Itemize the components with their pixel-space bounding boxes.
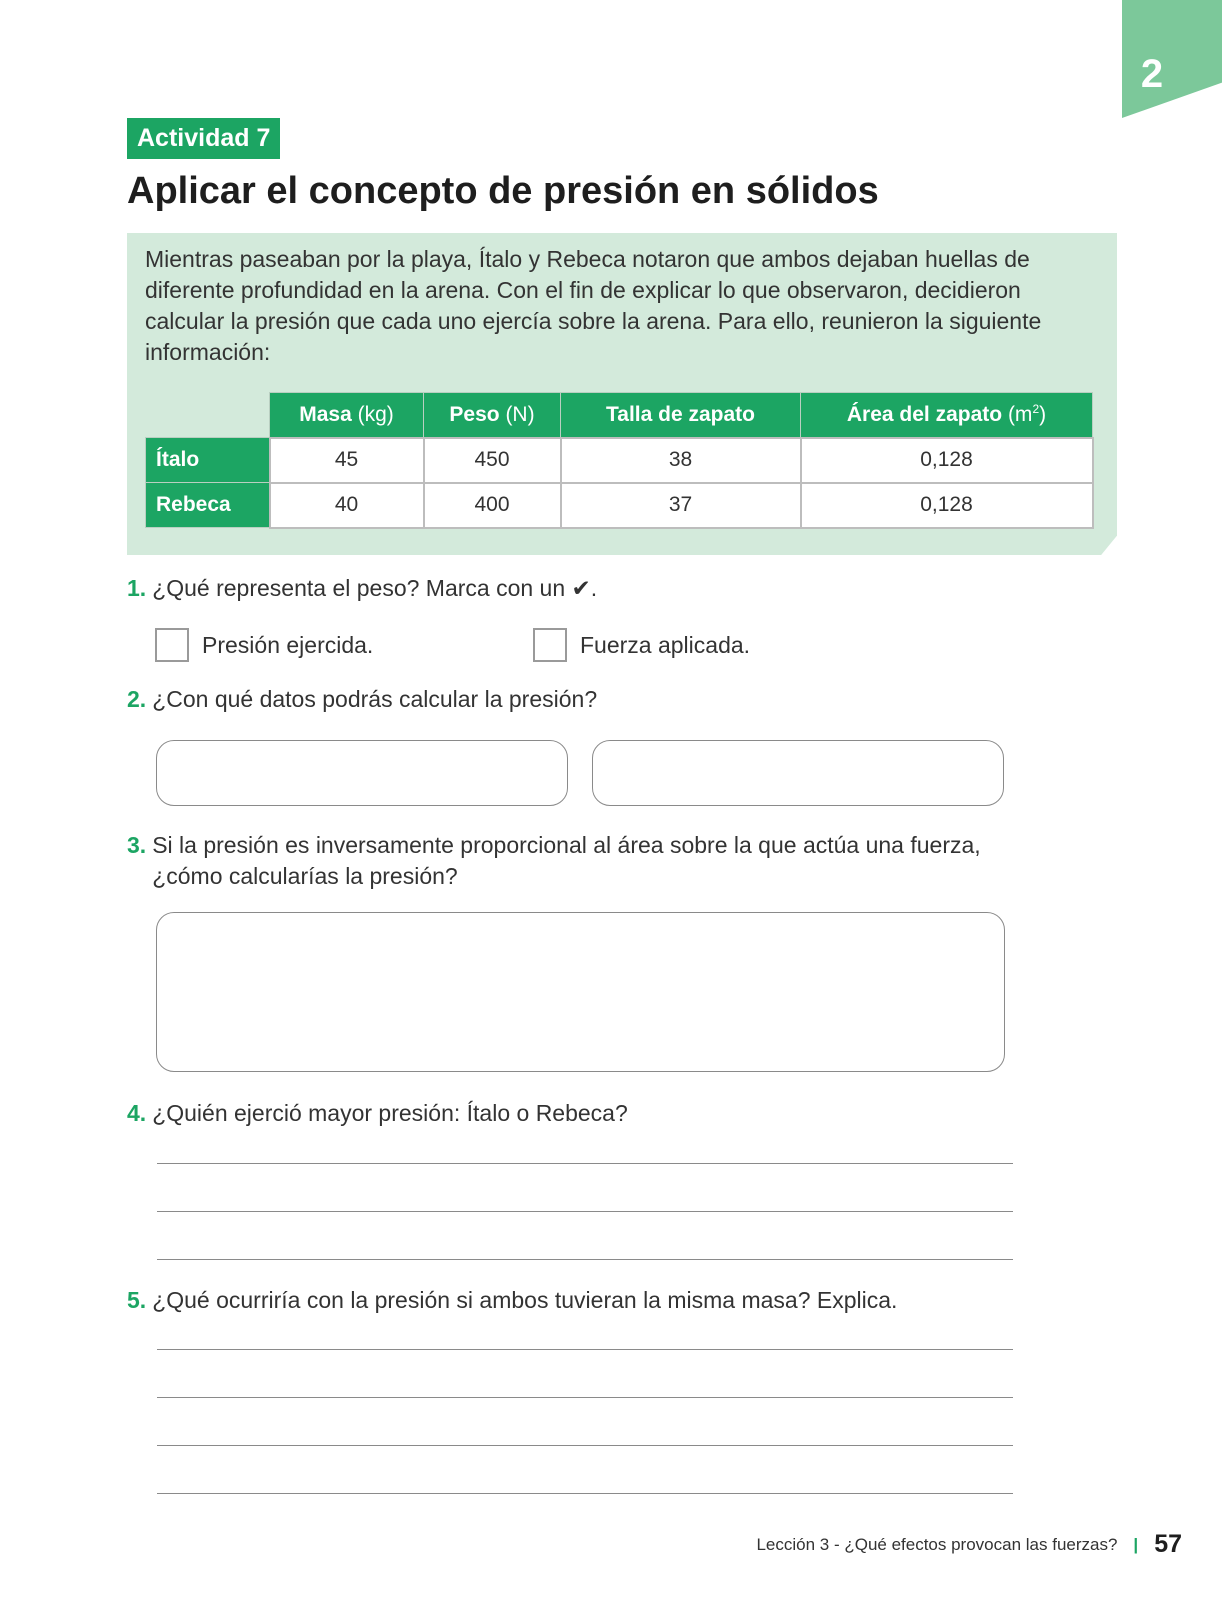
- option-label: Presión ejercida.: [202, 632, 374, 658]
- header-shoe-area: Área del zapato $(m^2)$: [801, 393, 1093, 438]
- question-number: 2.: [127, 686, 147, 712]
- question-text: ¿Qué representa el peso? Marca con un ✔.: [152, 575, 598, 601]
- table-header-row: [146, 393, 1093, 438]
- answer-line[interactable]: [157, 1397, 1013, 1398]
- lesson-title: Lección 3 - ¿Qué efectos provocan las fuerzas?: [756, 1534, 1118, 1554]
- answer-line[interactable]: [157, 1211, 1013, 1212]
- page-footer: [756, 1530, 1182, 1559]
- row-label: Rebeca: [146, 483, 270, 528]
- activity-badge: Actividad 7: [127, 118, 280, 159]
- header-weight: Peso (N): [424, 393, 561, 438]
- row-label: Ítalo: [146, 438, 270, 483]
- answer-line[interactable]: [157, 1163, 1013, 1164]
- question-text: ¿Qué ocurriría con la presión si ambos tuvieran la misma masa? Explica.: [152, 1287, 898, 1313]
- answer-box[interactable]: [156, 740, 568, 806]
- answer-box[interactable]: [156, 912, 1005, 1072]
- table-row: [146, 438, 1093, 483]
- question-text: ¿Con qué datos podrás calcular la presión?: [152, 686, 598, 712]
- header-shoe-size: Talla de zapato: [561, 393, 801, 438]
- table-cell: 0,128: [801, 438, 1093, 483]
- answer-box[interactable]: [592, 740, 1004, 806]
- footer-separator: |: [1133, 1534, 1139, 1554]
- intro-text: Mientras paseaban por la playa, Ítalo y Rebeca notaron que ambos dejaban huellas de diferente profundidad en la arena. Con el fin de explicar lo que observaron, decidieron calcular la presión que cada uno ejercía sobre la arena. Para ello, reunieron la siguiente información:: [145, 246, 1042, 365]
- table-cell: 400: [424, 483, 561, 528]
- question-number: 5.: [127, 1287, 147, 1313]
- answer-line[interactable]: [157, 1493, 1013, 1494]
- question-number: 4.: [127, 1100, 147, 1126]
- table-cell: 37: [561, 483, 801, 528]
- question-1: [127, 573, 597, 604]
- page-title: Aplicar el concepto de presión en sólidos: [127, 170, 879, 212]
- question-5: [127, 1285, 897, 1316]
- table-cell: 45: [270, 438, 424, 483]
- table-cell: 38: [561, 438, 801, 483]
- table-cell: 0,128: [801, 483, 1093, 528]
- answer-line[interactable]: [157, 1349, 1013, 1350]
- option-checkbox-pressure[interactable]: [155, 628, 189, 662]
- question-2: [127, 684, 597, 715]
- question-number: 1.: [127, 575, 147, 601]
- table-corner: [146, 393, 270, 438]
- header-mass: Masa (kg): [270, 393, 424, 438]
- option-checkbox-force[interactable]: [533, 628, 567, 662]
- question-number: 3.: [127, 832, 147, 858]
- table-row: [146, 483, 1093, 528]
- data-table: [145, 392, 1094, 529]
- question-text: Si la presión es inversamente proporcional al área sobre la que actúa una fuerza, ¿cómo calcularías la presión?: [152, 832, 981, 889]
- table-cell: 40: [270, 483, 424, 528]
- chapter-number: 2: [1140, 52, 1164, 96]
- question-3: [127, 830, 1007, 892]
- question-text: ¿Quién ejerció mayor presión: Ítalo o Rebeca?: [152, 1100, 628, 1126]
- option-label: Fuerza aplicada.: [580, 632, 751, 658]
- question-4: [127, 1098, 628, 1129]
- answer-line[interactable]: [157, 1259, 1013, 1260]
- table-cell: 450: [424, 438, 561, 483]
- page-number: 57: [1154, 1530, 1182, 1558]
- answer-line[interactable]: [157, 1445, 1013, 1446]
